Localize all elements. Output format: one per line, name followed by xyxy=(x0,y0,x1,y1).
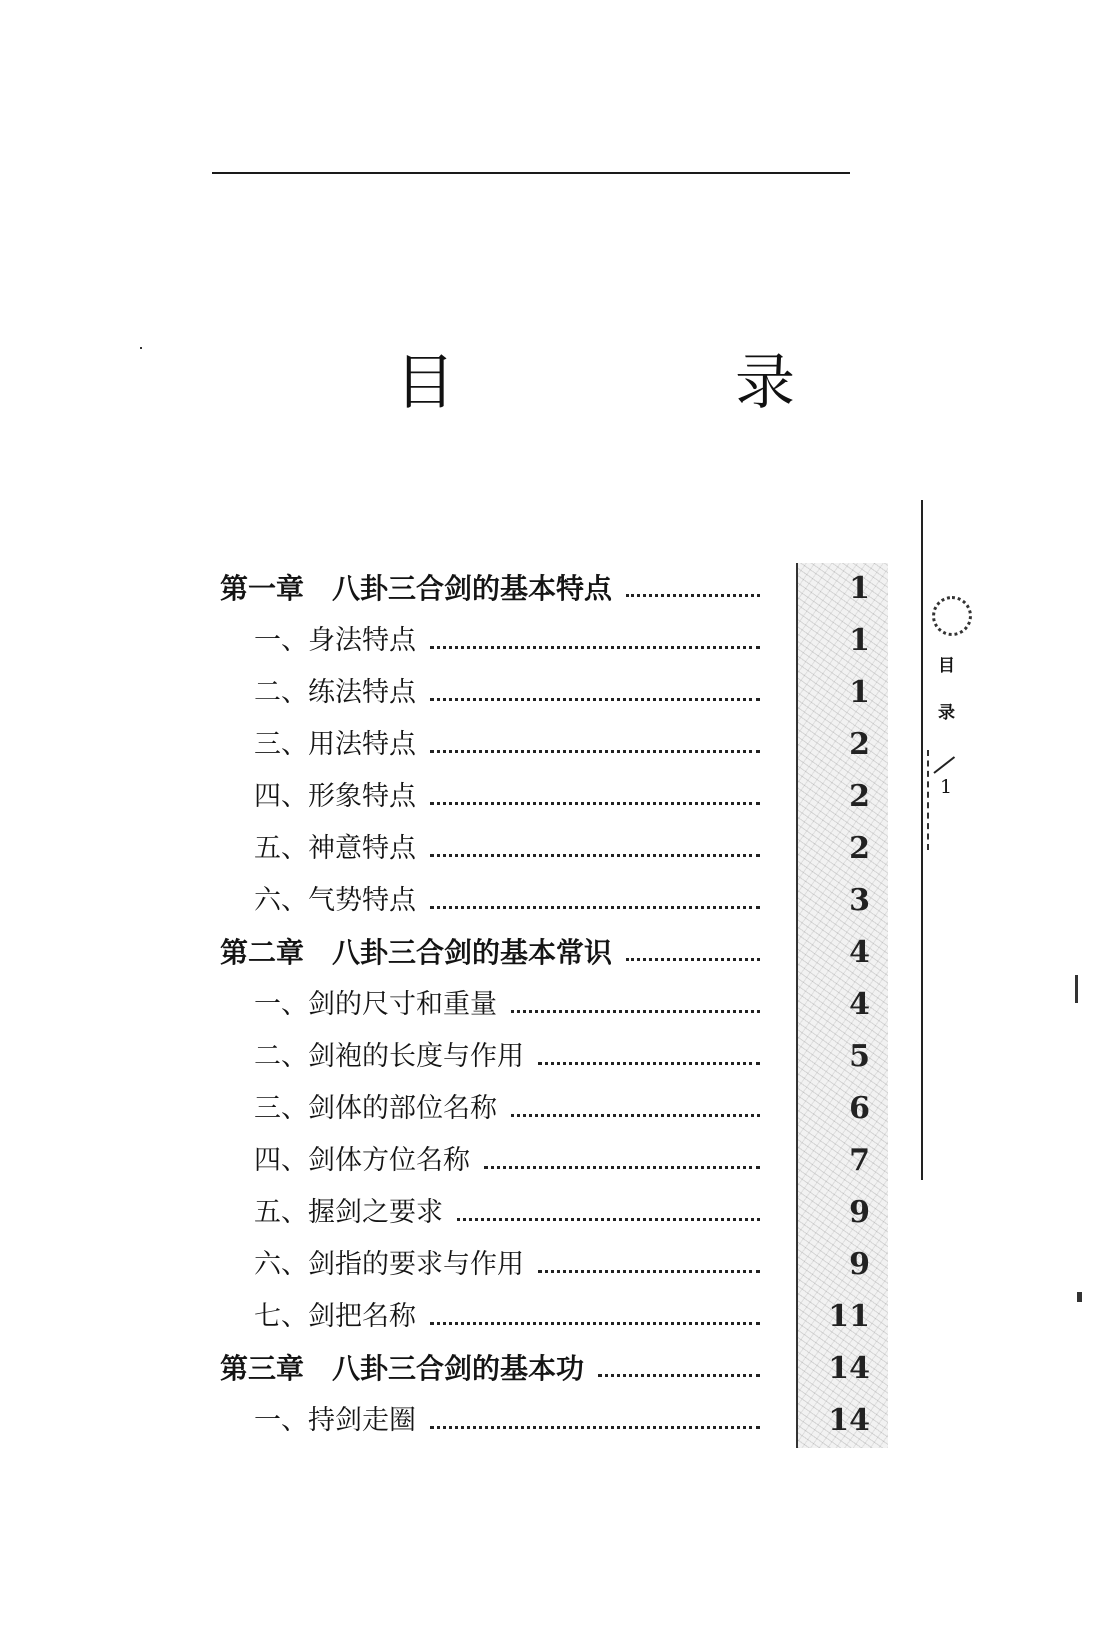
toc-leader-dots xyxy=(430,750,760,753)
side-tab-rule xyxy=(921,500,923,1180)
toc-entry-label: 七、剑把名称 xyxy=(254,1301,416,1332)
toc-leader-dots xyxy=(511,1114,760,1117)
toc-leader-dots xyxy=(430,646,760,649)
toc-entry-label: 四、形象特点 xyxy=(254,781,416,812)
toc-section-row xyxy=(220,1239,760,1291)
toc-leader-dots xyxy=(598,1374,760,1377)
toc-leader-dots xyxy=(511,1010,760,1013)
toc-entry-label: 一、身法特点 xyxy=(254,625,416,656)
toc-page-number: 9 xyxy=(849,1195,870,1230)
toc-section-row xyxy=(220,771,760,823)
toc-page-number: 1 xyxy=(849,623,870,658)
toc-entry-label: 第二章 八卦三合剑的基本常识 xyxy=(220,936,613,969)
toc-entry-label: 第三章 八卦三合剑的基本功 xyxy=(220,1352,585,1385)
toc-leader-dots xyxy=(430,698,760,701)
toc-entry-label: 三、剑体的部位名称 xyxy=(254,1093,497,1124)
toc-entry-label: 二、练法特点 xyxy=(254,677,416,708)
toc-section-row xyxy=(220,1083,760,1135)
toc-entry-label: 五、神意特点 xyxy=(254,833,416,864)
toc-leader-dots xyxy=(457,1218,760,1221)
toc-leader-dots xyxy=(626,594,760,597)
toc-section-row xyxy=(220,979,760,1031)
toc-section-row xyxy=(220,1135,760,1187)
toc-leader-dots xyxy=(538,1270,760,1273)
toc-page-number: 2 xyxy=(849,831,870,866)
toc-page-number: 4 xyxy=(849,935,870,970)
toc-entry-label: 一、剑的尺寸和重量 xyxy=(254,989,497,1020)
toc-page-number: 11 xyxy=(828,1299,870,1334)
side-tab-char-2: 录 xyxy=(938,703,955,723)
toc-section-row xyxy=(220,1031,760,1083)
toc-page-number: 7 xyxy=(849,1143,870,1178)
toc-section-row xyxy=(220,1291,760,1343)
toc-page-number: 6 xyxy=(849,1091,870,1126)
side-tab-char-1: 目 xyxy=(938,656,955,676)
toc-section-row xyxy=(220,1187,760,1239)
toc-entry-label: 五、握剑之要求 xyxy=(254,1197,443,1228)
toc-leader-dots xyxy=(430,854,760,857)
toc-page-number: 4 xyxy=(849,987,870,1022)
toc-chapter-row xyxy=(220,1343,760,1395)
toc-page-number: 3 xyxy=(849,883,870,918)
toc-leader-dots xyxy=(430,1426,760,1429)
toc-page-number: 14 xyxy=(828,1403,870,1438)
toc-chapter-row xyxy=(220,563,760,615)
toc-entry-label: 二、剑袍的长度与作用 xyxy=(254,1041,524,1072)
toc-leader-dots xyxy=(430,1322,760,1325)
toc-entry-label: 第一章 八卦三合剑的基本特点 xyxy=(220,572,613,605)
page-number-column xyxy=(796,563,888,1448)
toc-page-number: 14 xyxy=(828,1351,870,1386)
toc-page-number: 1 xyxy=(849,571,870,606)
toc-entry-label: 三、用法特点 xyxy=(254,729,416,760)
toc-leader-dots xyxy=(538,1062,760,1065)
scan-mark xyxy=(1077,1292,1082,1302)
toc-entry-label: 四、剑体方位名称 xyxy=(254,1145,470,1176)
toc-section-row xyxy=(220,719,760,771)
toc-page-number: 2 xyxy=(849,727,870,762)
toc-section-row xyxy=(220,615,760,667)
toc-leader-dots xyxy=(626,958,760,961)
toc-leader-dots xyxy=(430,906,760,909)
toc-section-row xyxy=(220,875,760,927)
toc-page-number: 5 xyxy=(849,1039,870,1074)
side-tab-page-number: 1 xyxy=(940,776,953,798)
toc-page-number: 1 xyxy=(849,675,870,710)
toc-page-number: 9 xyxy=(849,1247,870,1282)
toc-entry-label: 六、剑指的要求与作用 xyxy=(254,1249,524,1280)
toc-chapter-row xyxy=(220,927,760,979)
toc-entry-label: 一、持剑走圈 xyxy=(254,1405,416,1436)
scan-mark xyxy=(140,347,142,349)
toc-page-number: 2 xyxy=(849,779,870,814)
toc-leader-dots xyxy=(484,1166,760,1169)
toc-section-row xyxy=(220,667,760,719)
page-title: 目 录 xyxy=(395,348,905,418)
top-rule xyxy=(212,172,850,174)
side-tab-slash xyxy=(933,756,955,774)
side-tab-dashed-rule xyxy=(927,750,929,850)
toc-leader-dots xyxy=(430,802,760,805)
toc-section-row xyxy=(220,823,760,875)
toc-entry-label: 六、气势特点 xyxy=(254,885,416,916)
scan-mark xyxy=(1075,975,1078,1003)
toc-section-row xyxy=(220,1395,760,1447)
emblem-icon xyxy=(932,596,972,636)
table-of-contents xyxy=(220,563,760,1447)
